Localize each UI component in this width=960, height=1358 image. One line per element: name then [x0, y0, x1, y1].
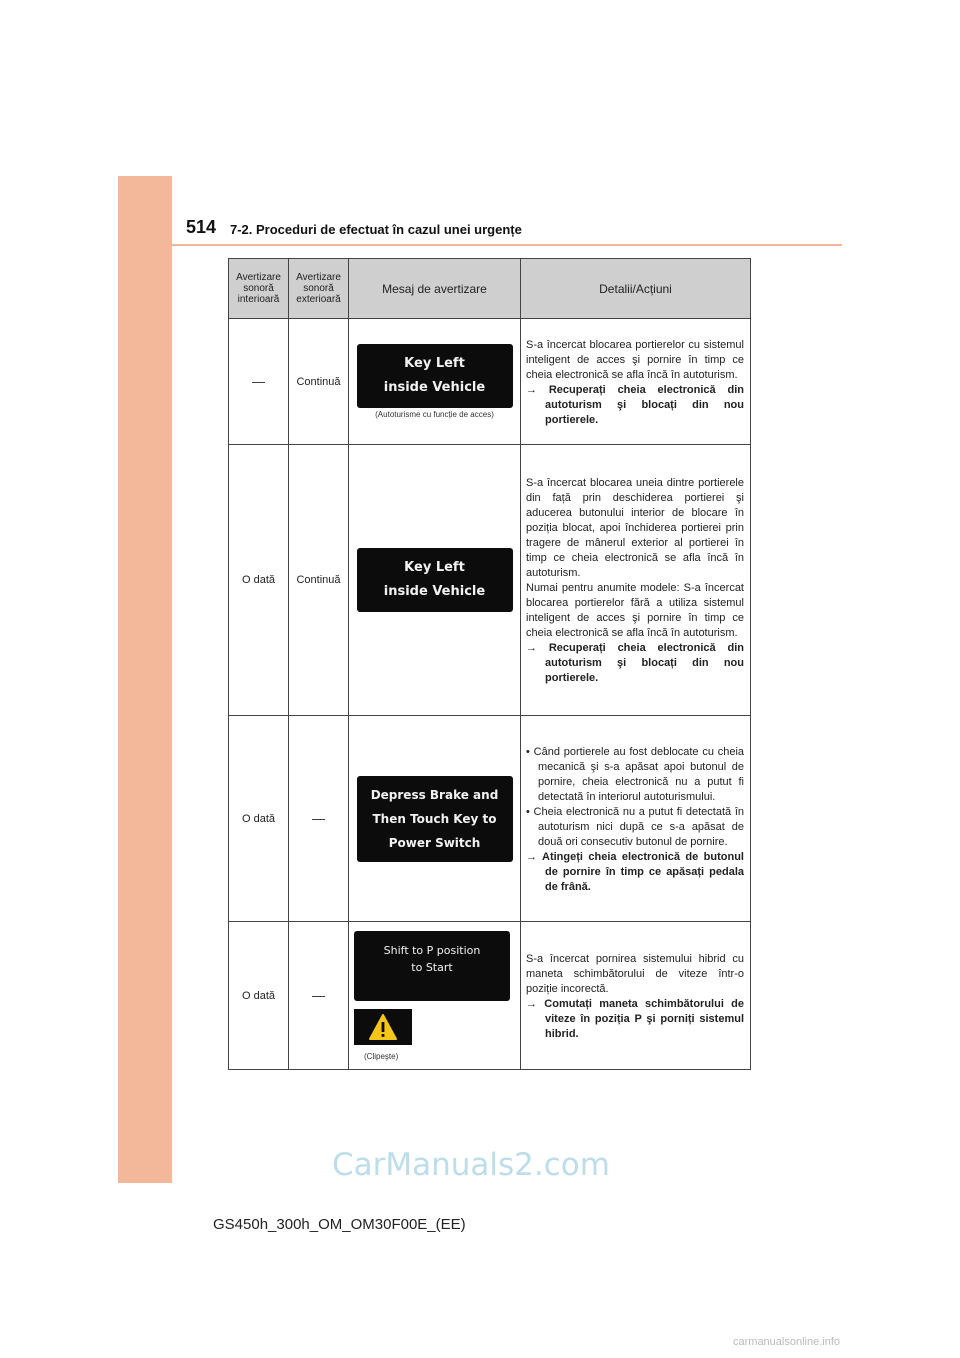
- table-header-row: [229, 259, 751, 319]
- exterior-buzzer-cell: Continuă: [289, 445, 349, 716]
- details-text-secondary: Numai pentru anumite modele: S-a încercat blocarea portierelor fără a utiliza sistemul inteligent de acces şi pornire în timp ce cheia electronică se afla încă în autoturism.: [526, 582, 744, 639]
- details-bullet: • Când portierele au fost deblocate cu cheia mecanică şi s-a apăsat apoi butonul de pornire, cheia electronică nu a putut fi detectată în interiorul autoturismului.: [526, 745, 745, 803]
- watermark-text: CarManuals2.com: [332, 1147, 610, 1183]
- action-text: → Comutați maneta schimbătorului de viteze în poziția P şi porniți sistemul hibrid.: [526, 997, 745, 1040]
- details-cell: [521, 922, 751, 1070]
- warning-triangle-icon: [354, 1009, 412, 1045]
- exterior-buzzer-cell: —: [289, 922, 349, 1070]
- header-details: Detalii/Acțiuni: [521, 259, 751, 319]
- table-row: [229, 922, 751, 1070]
- header-interior-buzzer: Avertizare sonoră interioară: [229, 259, 289, 319]
- display-screen: Shift to P position to Start: [354, 931, 510, 1001]
- section-title: 7-2. Proceduri de efectuat în cazul unei urgențe: [230, 222, 522, 237]
- model-code: GS450h_300h_OM_OM30F00E_(EE): [213, 1216, 466, 1233]
- details-cell: [521, 445, 751, 716]
- exterior-buzzer-cell: —: [289, 716, 349, 922]
- display-screen: Key Left inside Vehicle: [357, 344, 513, 408]
- site-watermark: carmanualsonline.info: [733, 1336, 841, 1348]
- details-text: S-a încercat pornirea sistemului hibrid cu maneta schimbătorului de viteze într-o poziție incorectă.: [526, 952, 744, 995]
- interior-buzzer-cell: O dată: [229, 716, 289, 922]
- details-cell: [521, 319, 751, 445]
- table-row: [229, 716, 751, 922]
- message-cell: [349, 922, 521, 1070]
- exterior-buzzer-cell: Continuă: [289, 319, 349, 445]
- table-row: [229, 319, 751, 445]
- display-screen: Key Left inside Vehicle: [357, 548, 513, 612]
- side-color-band: [118, 176, 172, 1183]
- icon-caption: (Clipeşte): [364, 1051, 399, 1061]
- page-number: 514: [186, 217, 217, 237]
- details-text: S-a încercat blocarea portierelor cu sistemul inteligent de acces şi pornire în timp ce cheia electronică se afla încă în autoturism.: [526, 338, 744, 381]
- screen-caption: (Autoturisme cu funcție de acces): [375, 410, 494, 419]
- details-text: S-a încercat blocarea uneia dintre portierele din față prin deschiderea portierei şi aducerea butonului interior de blocare în poziția blocat, apoi închiderea portierei prin tragere de mânerul exterior al portierei în timp ce cheia electronică se afla încă în autoturism.: [526, 477, 744, 579]
- header-warning-message: Mesaj de avertizare: [349, 259, 521, 319]
- message-cell: [349, 716, 521, 922]
- details-bullet: • Cheia electronică nu a putut fi detectată în autoturism nici după ce s-a apăsat de două ori consecutiv butonul de pornire.: [526, 805, 744, 848]
- message-cell: [349, 445, 521, 716]
- interior-buzzer-cell: —: [229, 319, 289, 445]
- header-exterior-buzzer: Avertizare sonoră exterioară: [289, 259, 349, 319]
- header-rule: [172, 244, 842, 246]
- interior-buzzer-cell: O dată: [229, 922, 289, 1070]
- message-cell: [349, 319, 521, 445]
- display-screen: Depress Brake and Then Touch Key to Power Switch: [357, 776, 513, 862]
- warning-table: [228, 258, 751, 1070]
- table-row: [229, 445, 751, 716]
- action-text: → Atingeți cheia electronică de butonul de pornire în timp ce apăsați pedala de frână.: [526, 850, 744, 893]
- details-cell: [521, 716, 751, 922]
- interior-buzzer-cell: O dată: [229, 445, 289, 716]
- action-text: → Recuperați cheia electronică din autoturism şi blocați din nou portierele.: [526, 642, 744, 684]
- action-text: → Recuperați cheia electronică din autoturism şi blocați din nou portierele.: [526, 383, 744, 426]
